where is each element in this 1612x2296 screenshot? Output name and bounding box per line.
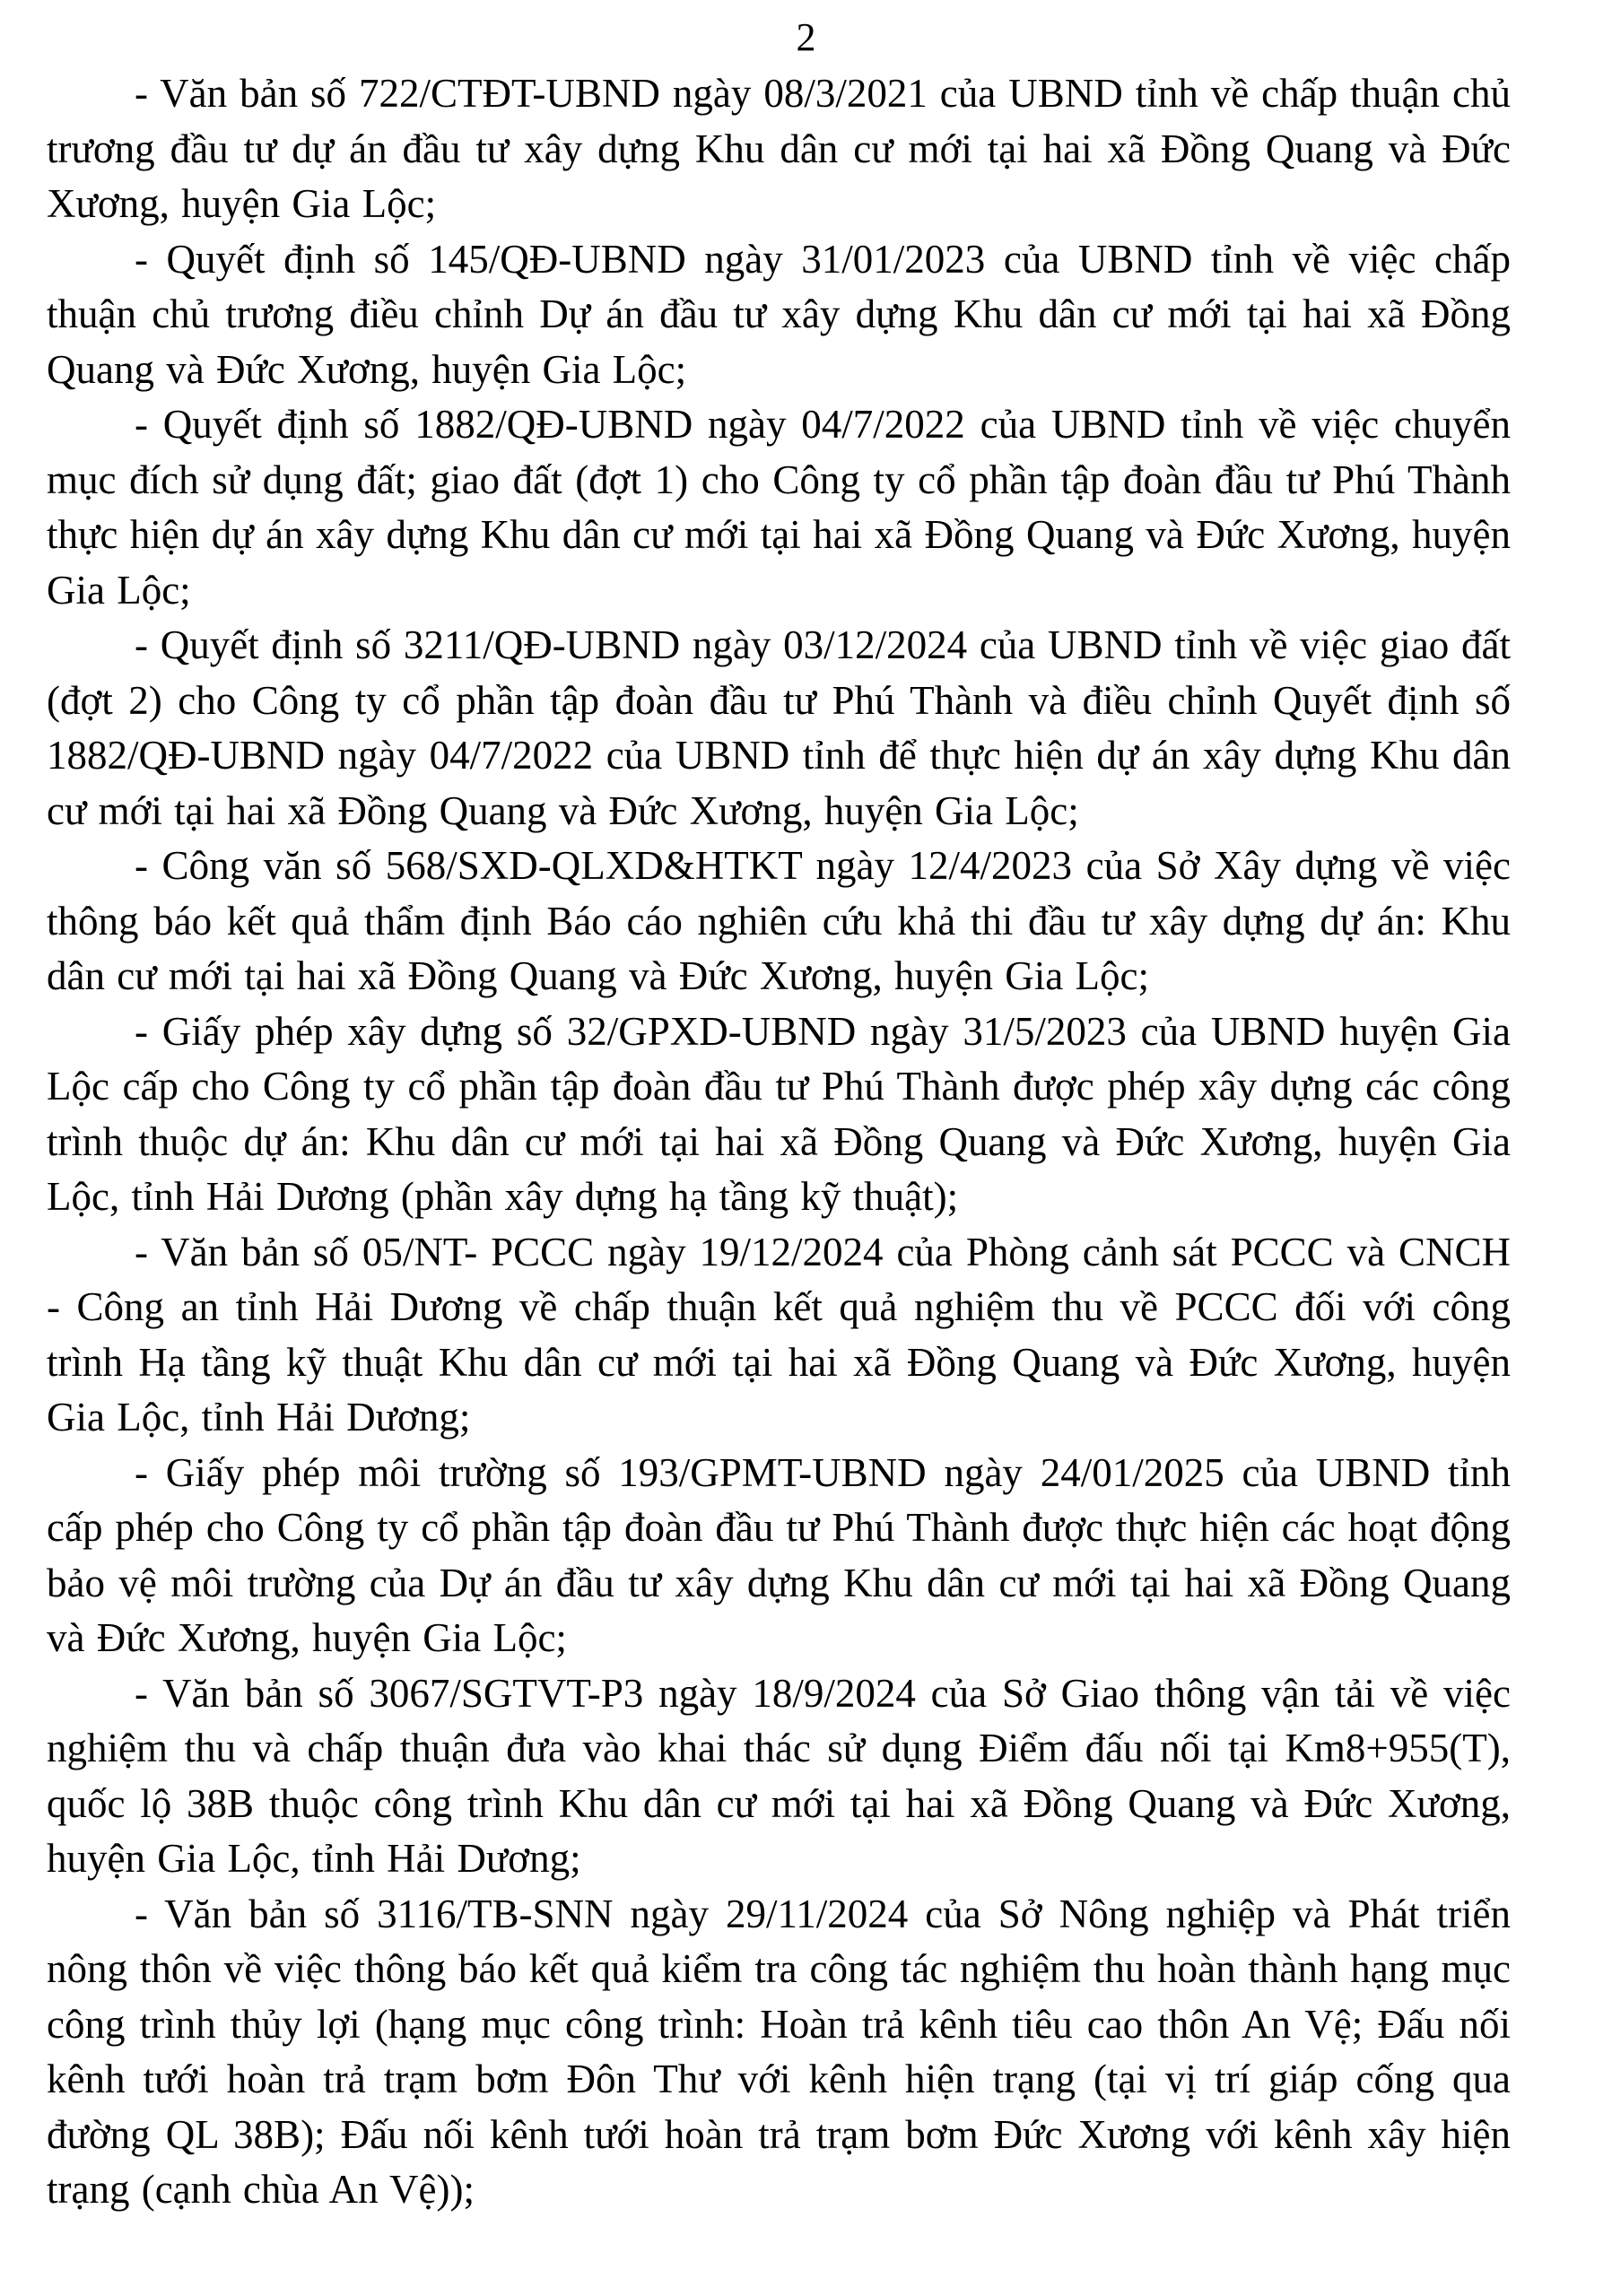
legal-basis-item-4: - Quyết định số 3211/QĐ-UBND ngày 03/12/2024 của UBND tỉnh về việc giao đất (đợt 2) cho Công ty cổ phần tập đoàn đầu tư Phú Thành và điều chỉnh Quyết định số 1882/QĐ-UBND ngày 04/7/2022 của UBND tỉnh để thực hiện dự án xây dựng Khu dân cư mới tại hai xã Đồng Quang và Đức Xương, huyện Gia Lộc;	[47, 622, 1511, 833]
legal-basis-item-6: - Giấy phép xây dựng số 32/GPXD-UBND ngày 31/5/2023 của UBND huyện Gia Lộc cấp cho Công ty cổ phần tập đoàn đầu tư Phú Thành được phép xây dựng các công trình thuộc dự án: Khu dân cư mới tại hai xã Đồng Quang và Đức Xương, huyện Gia Lộc, tỉnh Hải Dương (phần xây dựng hạ tầng kỹ thuật);	[47, 1008, 1511, 1219]
legal-basis-item-9: - Văn bản số 3067/SGTVT-P3 ngày 18/9/2024 của Sở Giao thông vận tải về việc nghiệm thu và chấp thuận đưa vào khai thác sử dụng Điểm đấu nối tại Km8+955(T), quốc lộ 38B thuộc công trình Khu dân cư mới tại hai xã Đồng Quang và Đức Xương, huyện Gia Lộc, tỉnh Hải Dương;	[47, 1670, 1511, 1881]
legal-basis-item-2: - Quyết định số 145/QĐ-UBND ngày 31/01/2023 của UBND tỉnh về việc chấp thuận chủ trương điều chỉnh Dự án đầu tư xây dựng Khu dân cư mới tại hai xã Đồng Quang và Đức Xương, huyện Gia Lộc;	[47, 236, 1511, 392]
legal-basis-item-5: - Công văn số 568/SXD-QLXD&HTKT ngày 12/4/2023 của Sở Xây dựng về việc thông báo kết quả thẩm định Báo cáo nghiên cứu khả thi đầu tư xây dựng dự án: Khu dân cư mới tại hai xã Đồng Quang và Đức Xương, huyện Gia Lộc;	[47, 843, 1511, 998]
document-body	[47, 66, 1511, 2218]
legal-basis-item-1: - Văn bản số 722/CTĐT-UBND ngày 08/3/2021 của UBND tỉnh về chấp thuận chủ trương đầu tư dự án đầu tư xây dựng Khu dân cư mới tại hai xã Đồng Quang và Đức Xương, huyện Gia Lộc;	[47, 71, 1511, 226]
legal-basis-item-8: - Giấy phép môi trường số 193/GPMT-UBND ngày 24/01/2025 của UBND tỉnh cấp phép cho Công ty cổ phần tập đoàn đầu tư Phú Thành được thực hiện các hoạt động bảo vệ môi trường của Dự án đầu tư xây dựng Khu dân cư mới tại hai xã Đồng Quang và Đức Xương, huyện Gia Lộc;	[47, 1449, 1511, 1660]
page-number: 2	[796, 15, 816, 59]
legal-basis-item-10: - Văn bản số 3116/TB-SNN ngày 29/11/2024 của Sở Nông nghiệp và Phát triển nông thôn về việc thông báo kết quả kiểm tra công tác nghiệm thu hoàn thành hạng mục công trình thủy lợi (hạng mục công trình: Hoàn trả kênh tiêu cao thôn An Vệ; Đấu nối kênh tưới hoàn trả trạm bơm Đôn Thư với kênh hiện trạng (tại vị trí giáp cống qua đường QL 38B); Đấu nối kênh tưới hoàn trả trạm bơm Đức Xương với kênh xây hiện trạng (cạnh chùa An Vệ));	[47, 1891, 1511, 2212]
legal-basis-item-7: - Văn bản số 05/NT- PCCC ngày 19/12/2024 của Phòng cảnh sát PCCC và CNCH - Công an tỉnh Hải Dương về chấp thuận kết quả nghiệm thu về PCCC đối với công trình Hạ tầng kỹ thuật Khu dân cư mới tại hai xã Đồng Quang và Đức Xương, huyện Gia Lộc, tỉnh Hải Dương;	[47, 1229, 1511, 1439]
legal-basis-item-3: - Quyết định số 1882/QĐ-UBND ngày 04/7/2022 của UBND tỉnh về việc chuyển mục đích sử dụng đất; giao đất (đợt 1) cho Công ty cổ phần tập đoàn đầu tư Phú Thành thực hiện dự án xây dựng Khu dân cư mới tại hai xã Đồng Quang và Đức Xương, huyện Gia Lộc;	[47, 402, 1511, 613]
